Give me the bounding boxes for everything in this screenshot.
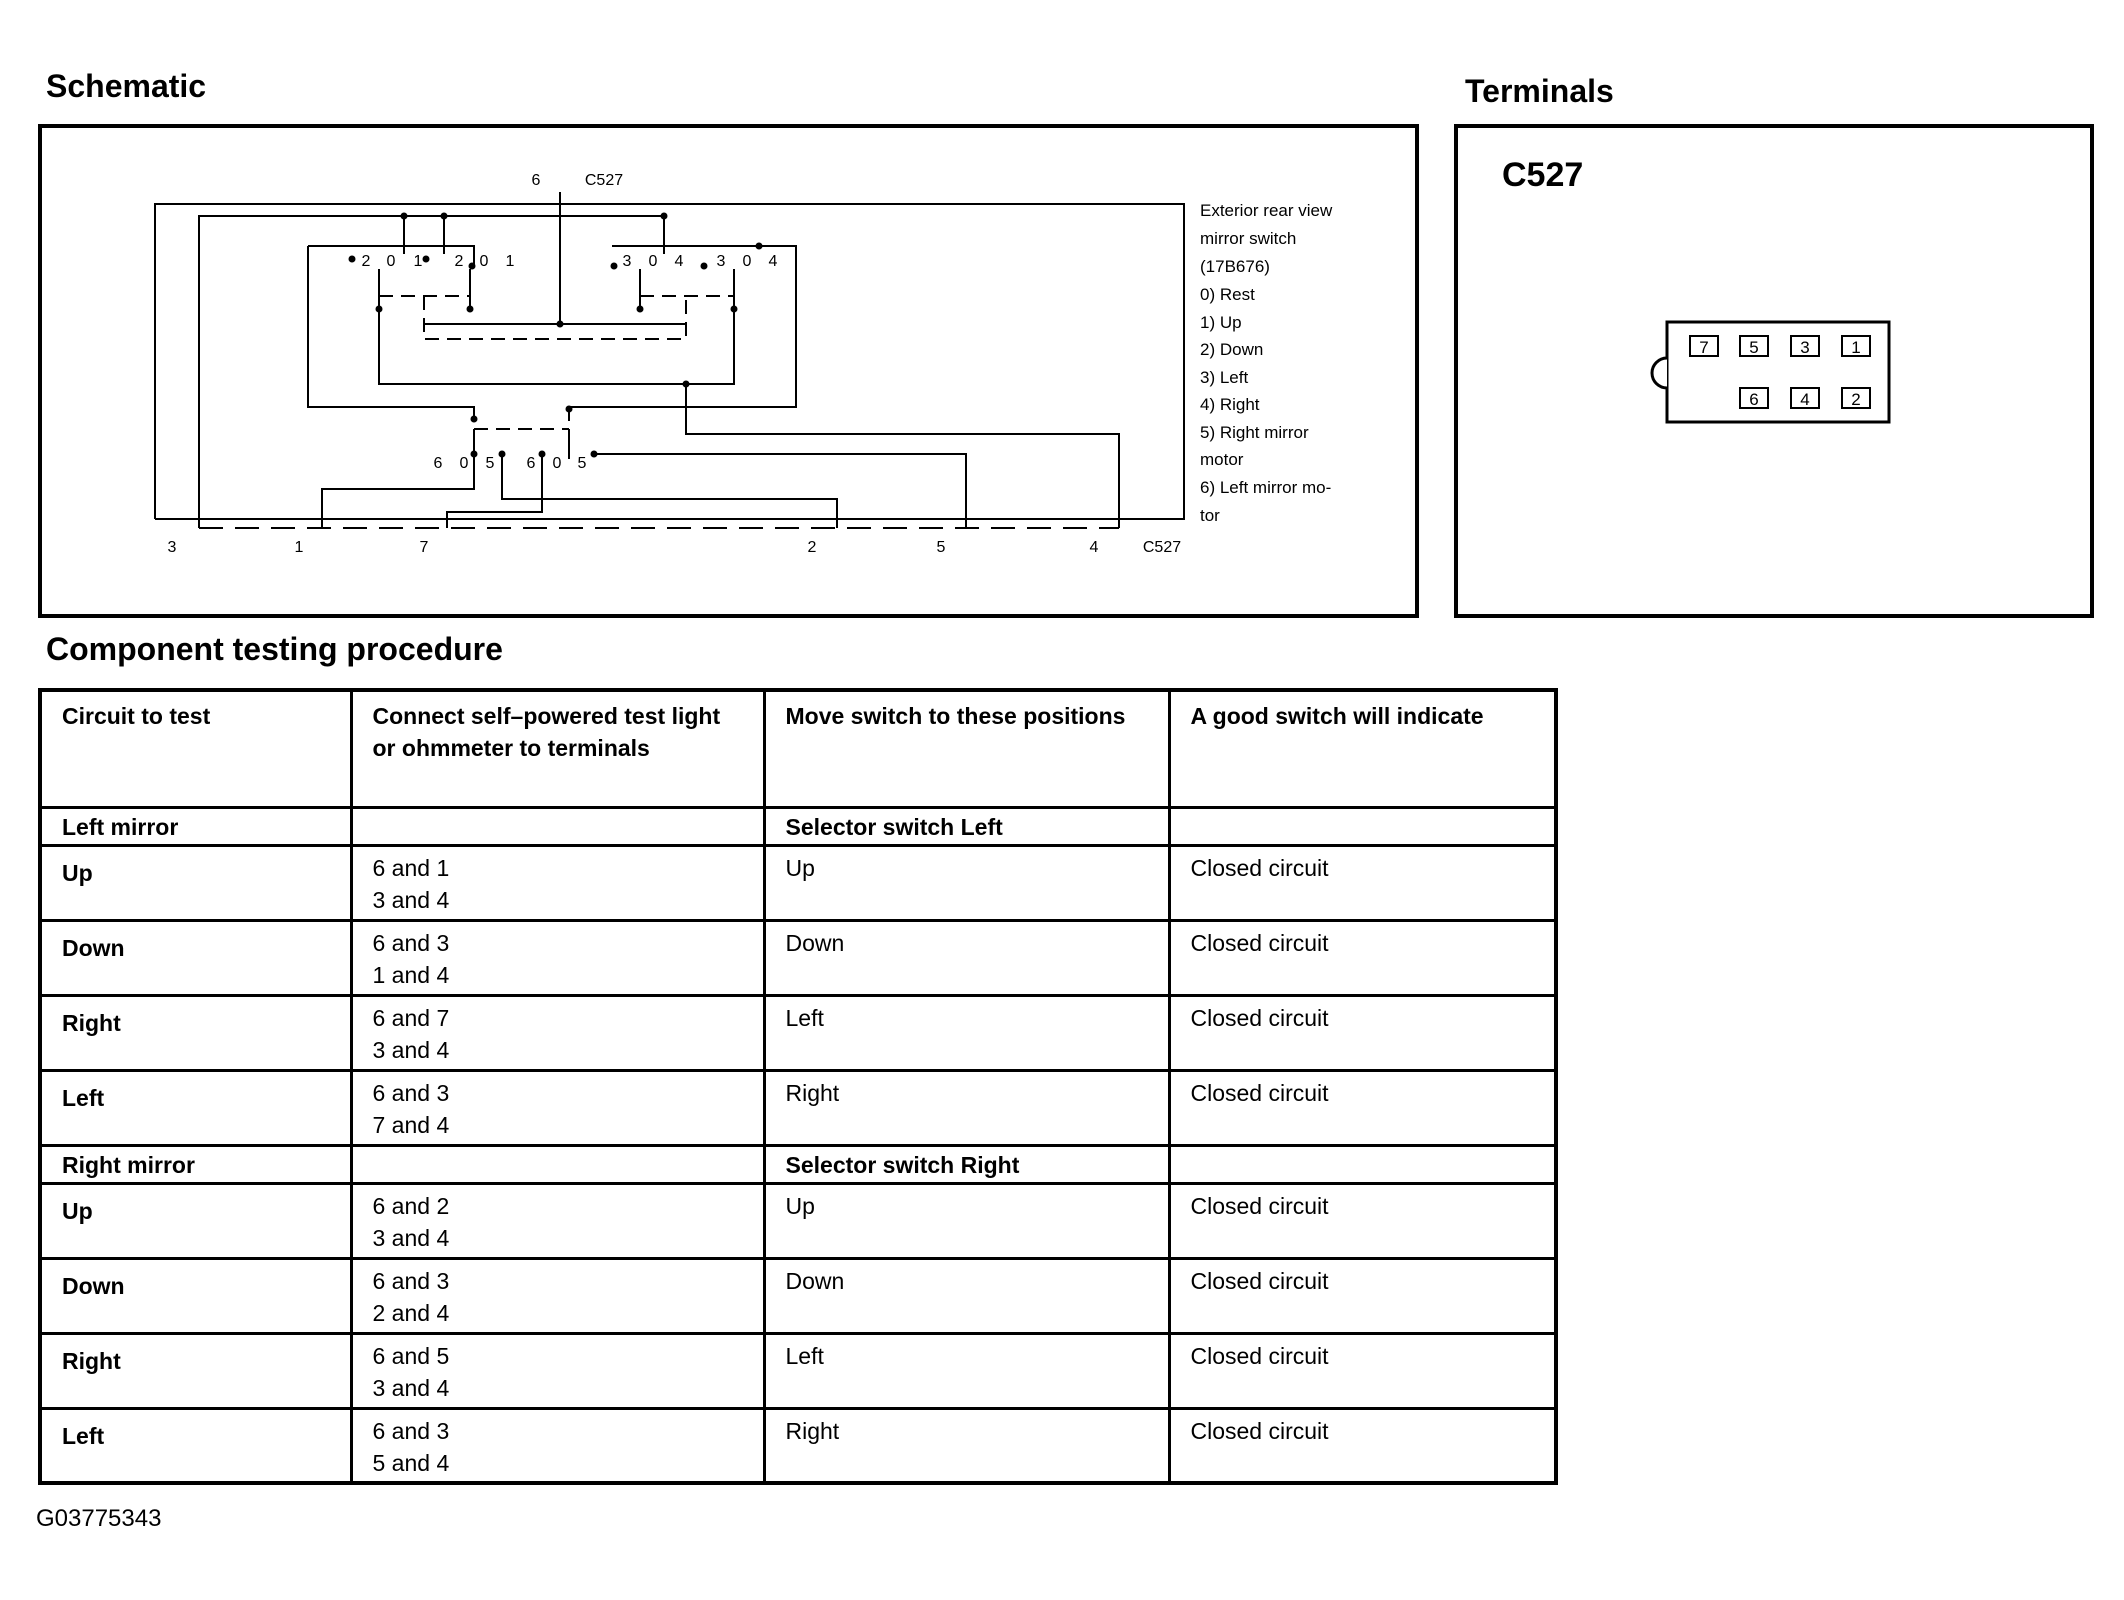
circuit-cell: Right [40, 1333, 351, 1408]
wire-ul-outer [308, 246, 474, 421]
wire-pin3-loop [199, 216, 664, 519]
group-empty-cell [351, 1145, 764, 1183]
bottom-pin-label: 7 [419, 539, 429, 556]
terminal-pair: 6 and 5 [372, 1342, 450, 1369]
position-cell: Up [764, 845, 1169, 920]
legend-line: (17B676) [1200, 257, 1270, 276]
switch-contact-label: 5 [577, 455, 587, 472]
legend-line: 3) Left [1200, 368, 1249, 387]
terminal-pair: 6 and 7 [372, 1004, 450, 1031]
position-cell: Left [764, 995, 1169, 1070]
terminals-cell [351, 995, 764, 1070]
table-header-row [40, 690, 1556, 807]
position-cell: Left [764, 1333, 1169, 1408]
terminal-label: 2 [1851, 390, 1861, 409]
wire-pin5 [594, 454, 966, 519]
switch-mid-dashed [424, 296, 686, 339]
switch-contact-label: 0 [742, 253, 752, 270]
switch-contact-label: 2 [361, 253, 371, 270]
circuit-cell: Right [40, 995, 351, 1070]
schematic-heading: Schematic [46, 68, 207, 104]
terminal-pair: 6 and 1 [372, 854, 450, 881]
position-cell: Down [764, 920, 1169, 995]
connector-bottom-name-label: C527 [1142, 539, 1182, 556]
component-testing-table [38, 688, 1558, 1485]
circuit-cell: Left [40, 1408, 351, 1483]
switch-contact-label: 3 [716, 253, 726, 270]
result-cell: Closed circuit [1169, 1258, 1556, 1333]
group-selector: Selector switch Right [764, 1145, 1169, 1183]
legend-line: 1) Up [1200, 313, 1242, 332]
circuit-cell: Down [40, 1258, 351, 1333]
bottom-pin-label: 2 [807, 539, 817, 556]
terminals-cell [351, 1183, 764, 1258]
table-row [40, 1183, 1556, 1258]
terminals-cell [351, 1258, 764, 1333]
terminal-pair: 3 and 4 [372, 1036, 450, 1063]
figure-id: G03775343 [36, 1505, 162, 1532]
terminals-panel [1454, 124, 2094, 618]
result-cell: Closed circuit [1169, 995, 1556, 1070]
result-cell: Closed circuit [1169, 920, 1556, 995]
terminals-cell [351, 1070, 764, 1145]
terminal-label: 6 [1749, 390, 1759, 409]
result-cell: Closed circuit [1169, 1183, 1556, 1258]
terminal-pair: 6 and 2 [372, 1192, 450, 1219]
legend-line: tor [1200, 506, 1220, 525]
position-cell: Right [764, 1408, 1169, 1483]
group-row [40, 807, 1556, 845]
table-row [40, 1408, 1556, 1483]
switch-contact-label: 4 [768, 253, 778, 270]
bottom-connector-ticks [199, 519, 1119, 528]
circuit-cell: Down [40, 920, 351, 995]
switch-contact-label: 1 [505, 253, 515, 270]
legend-line: motor [1200, 450, 1244, 469]
switch-contact-label: 4 [674, 253, 684, 270]
table-row [40, 1258, 1556, 1333]
connector-latch [1652, 358, 1667, 388]
terminal-pair: 3 and 4 [372, 1224, 450, 1251]
header-positions: Move switch to these positions [764, 690, 1169, 807]
switch-contact-label: 1 [413, 253, 423, 270]
group-empty-cell [1169, 1145, 1556, 1183]
bottom-pin-label: 4 [1089, 539, 1099, 556]
result-cell: Closed circuit [1169, 1333, 1556, 1408]
terminals-cell [351, 1408, 764, 1483]
terminal-boxes [1690, 336, 1870, 408]
switch-contact-label: 0 [479, 253, 489, 270]
switch-contact-label: 5 [485, 455, 495, 472]
circuit-cell: Left [40, 1070, 351, 1145]
terminal-pair: 7 and 4 [372, 1111, 450, 1138]
table-row [40, 1333, 1556, 1408]
schematic-diagram [42, 128, 1415, 614]
terminal-pair: 1 and 4 [372, 961, 450, 988]
legend-line: 5) Right mirror [1200, 423, 1309, 442]
table-row [40, 845, 1556, 920]
table-row [40, 995, 1556, 1070]
switch-contact-label: 6 [433, 455, 443, 472]
terminals-cell [351, 920, 764, 995]
header-circuit: Circuit to test [40, 690, 351, 807]
terminal-pair: 6 and 3 [372, 929, 450, 956]
wire-upper-inner [379, 269, 734, 384]
switch-contact-label: 2 [454, 253, 464, 270]
terminals-heading: Terminals [1465, 73, 1614, 109]
circuit-cell: Up [40, 845, 351, 920]
legend-line: Exterior rear view [1200, 201, 1333, 220]
legend-line: 2) Down [1200, 340, 1264, 359]
terminal-pair: 3 and 4 [372, 1374, 450, 1401]
terminal-label: 1 [1851, 338, 1861, 357]
table-row [40, 920, 1556, 995]
connector-top-pin-label: 6 [531, 172, 541, 189]
terminal-label: 5 [1749, 338, 1759, 357]
result-cell: Closed circuit [1169, 1070, 1556, 1145]
legend-line: 0) Rest [1200, 285, 1255, 304]
circuit-cell: Up [40, 1183, 351, 1258]
group-empty-cell [1169, 807, 1556, 845]
switch-contact-label: 0 [648, 253, 658, 270]
terminal-pair: 5 and 4 [372, 1449, 450, 1476]
terminal-label: 3 [1800, 338, 1810, 357]
connector-face-diagram [1458, 128, 2090, 614]
bottom-pin-label: 3 [167, 539, 177, 556]
position-cell: Up [764, 1183, 1169, 1258]
legend-line: 6) Left mirror mo- [1200, 478, 1332, 497]
switch-contact-label: 3 [622, 253, 632, 270]
schematic-panel [38, 124, 1419, 618]
terminal-pair: 3 and 4 [372, 886, 450, 913]
terminals-cell [351, 845, 764, 920]
connector-top-name-label: C527 [584, 172, 624, 189]
switch-enclosure-outline [155, 204, 1184, 519]
group-empty-cell [351, 807, 764, 845]
legend-line: mirror switch [1200, 229, 1297, 248]
switch-contact-label: 6 [526, 455, 536, 472]
group-row [40, 1145, 1556, 1183]
group-name: Left mirror [40, 807, 351, 845]
terminal-pair: 6 and 3 [372, 1417, 450, 1444]
terminals-cell [351, 1333, 764, 1408]
terminal-pair: 6 and 3 [372, 1267, 450, 1294]
wire-pin1 [322, 459, 474, 519]
terminals-connector-name: C527 [1502, 156, 1584, 194]
bottom-pin-label: 5 [936, 539, 946, 556]
position-cell: Down [764, 1258, 1169, 1333]
bottom-pin-label: 1 [294, 539, 304, 556]
terminal-pair: 6 and 3 [372, 1079, 450, 1106]
table-row [40, 1070, 1556, 1145]
position-cell: Right [764, 1070, 1169, 1145]
switch-contact-label: 0 [386, 253, 396, 270]
switch-contact-label: 0 [459, 455, 469, 472]
result-cell: Closed circuit [1169, 1408, 1556, 1483]
procedure-heading: Component testing procedure [46, 631, 503, 667]
terminal-pair: 2 and 4 [372, 1299, 450, 1326]
switch-contact-label: 0 [552, 455, 562, 472]
terminal-label: 7 [1699, 338, 1709, 357]
legend-line: 4) Right [1200, 395, 1260, 414]
terminal-label: 4 [1800, 390, 1810, 409]
header-result: A good switch will indicate [1169, 690, 1556, 807]
result-cell: Closed circuit [1169, 845, 1556, 920]
group-name: Right mirror [40, 1145, 351, 1183]
group-selector: Selector switch Left [764, 807, 1169, 845]
junction-dots [349, 213, 763, 458]
header-terminals: Connect self–powered test light or ohmmeter to terminals [351, 690, 764, 807]
wire-ur-outer [569, 246, 796, 421]
